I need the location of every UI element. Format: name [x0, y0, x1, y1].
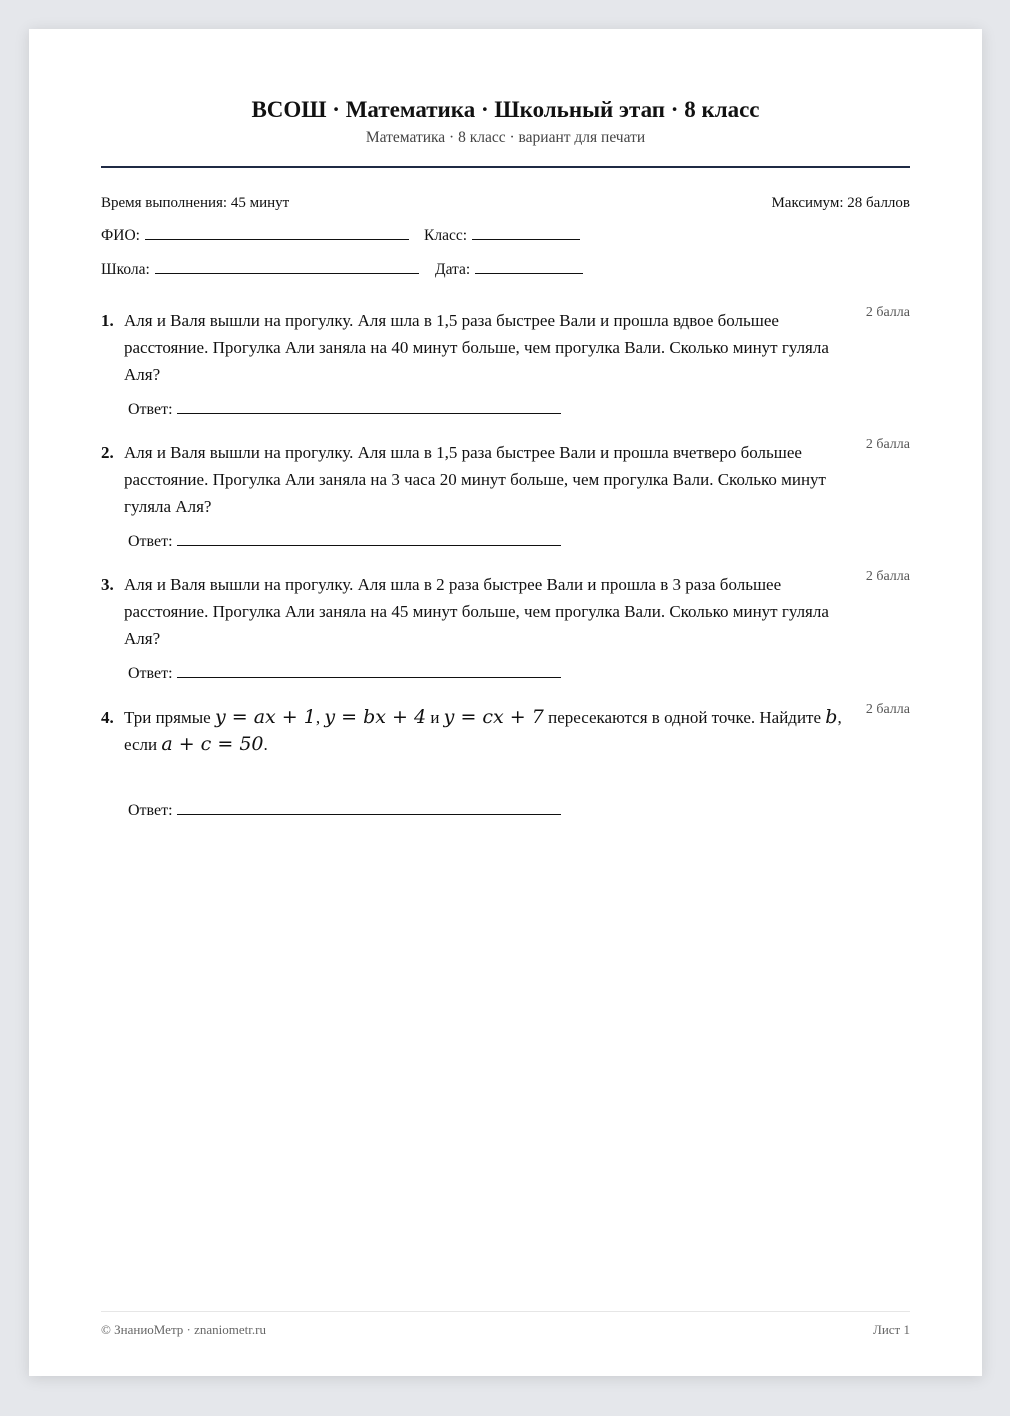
school-field[interactable] — [101, 259, 419, 280]
date-label: Дата: — [435, 261, 471, 278]
task-text: Аля и Валя вышли на прогулку. Аля шла в 1,5 раза быстрее Вали и прошла вдвое большее расстояние. Прогулка Али заняла на 40 минут больше, чем прогулка Вали. Сколько минут гуляла Аля? — [124, 311, 829, 384]
sheet-header — [101, 95, 910, 148]
task-number: 2. — [101, 443, 114, 462]
task-number: 1. — [101, 311, 114, 330]
task-text: Аля и Валя вышли на прогулку. Аля шла в 1,5 раза быстрее Вали и прошла вчетверо большее расстояние. Прогулка Али заняла на 3 часа 20 минут больше, чем прогулка Вали. Сколько минут гуляла Аля? — [124, 443, 826, 516]
page-number: Лист 1 — [873, 1322, 910, 1337]
answer-line — [177, 399, 561, 414]
school-line — [155, 259, 419, 274]
task-points: 2 балла — [865, 305, 910, 320]
fio-label: ФИО: — [101, 227, 140, 244]
max-score: Максимум: 28 баллов — [771, 195, 910, 211]
task-points: 2 балла — [865, 702, 910, 717]
answer-field[interactable] — [128, 663, 561, 684]
task-number: 3. — [101, 575, 114, 594]
page-title: ВСОШ · Математика · Школьный этап · 8 класс — [251, 97, 760, 122]
task-text-part: Три прямые — [124, 708, 215, 727]
answer-field[interactable] — [128, 800, 561, 821]
footer-copyright: © ЗнаниоМетр · znaniometr.ru — [101, 1322, 266, 1337]
date-line — [475, 259, 583, 274]
school-label: Школа: — [101, 261, 150, 278]
footer-divider — [101, 1311, 910, 1312]
task-text-part: и — [426, 708, 444, 727]
class-label: Класс: — [424, 227, 468, 244]
header-divider — [101, 166, 910, 168]
fio-field[interactable] — [101, 225, 409, 246]
answer-line — [177, 800, 561, 815]
answer-field[interactable] — [128, 399, 561, 420]
answer-label: Ответ: — [128, 401, 173, 418]
answer-line — [177, 531, 561, 546]
math-formula: y = bx + 4 — [324, 706, 427, 728]
answer-label: Ответ: — [128, 533, 173, 550]
task-number: 4. — [101, 708, 114, 727]
task-text: Аля и Валя вышли на прогулку. Аля шла в 2 раза быстрее Вали и прошла в 3 раза большее расстояние. Прогулка Али заняла на 45 минут больше, чем прогулка Вали. Сколько минут гуляла Аля? — [124, 575, 829, 648]
task-text-part: пересекаются в одной точке. Найдите — [543, 708, 826, 727]
answer-field[interactable] — [128, 531, 561, 552]
answer-label: Ответ: — [128, 802, 173, 819]
date-field[interactable] — [435, 259, 583, 280]
task-text-part: , — [315, 708, 325, 727]
task-text-part: , если — [124, 708, 842, 754]
answer-line — [177, 663, 561, 678]
task-text — [124, 704, 846, 758]
exam-sheet — [29, 29, 982, 1376]
class-field[interactable] — [424, 225, 580, 246]
math-formula: y = ax + 1 — [214, 706, 316, 728]
math-formula: a + c = 50 — [161, 733, 264, 755]
answer-label: Ответ: — [128, 665, 173, 682]
fio-line — [145, 225, 409, 240]
time-limit: Время выполнения: 45 минут — [101, 195, 290, 211]
task-points: 2 балла — [865, 437, 910, 452]
task-text-part: . — [263, 735, 268, 754]
task-points: 2 балла — [865, 569, 910, 584]
math-formula: b — [825, 706, 838, 728]
class-line — [472, 225, 580, 240]
page-subtitle: Математика · 8 класс · вариант для печати — [365, 129, 646, 146]
math-formula: y = cx + 7 — [443, 706, 544, 728]
